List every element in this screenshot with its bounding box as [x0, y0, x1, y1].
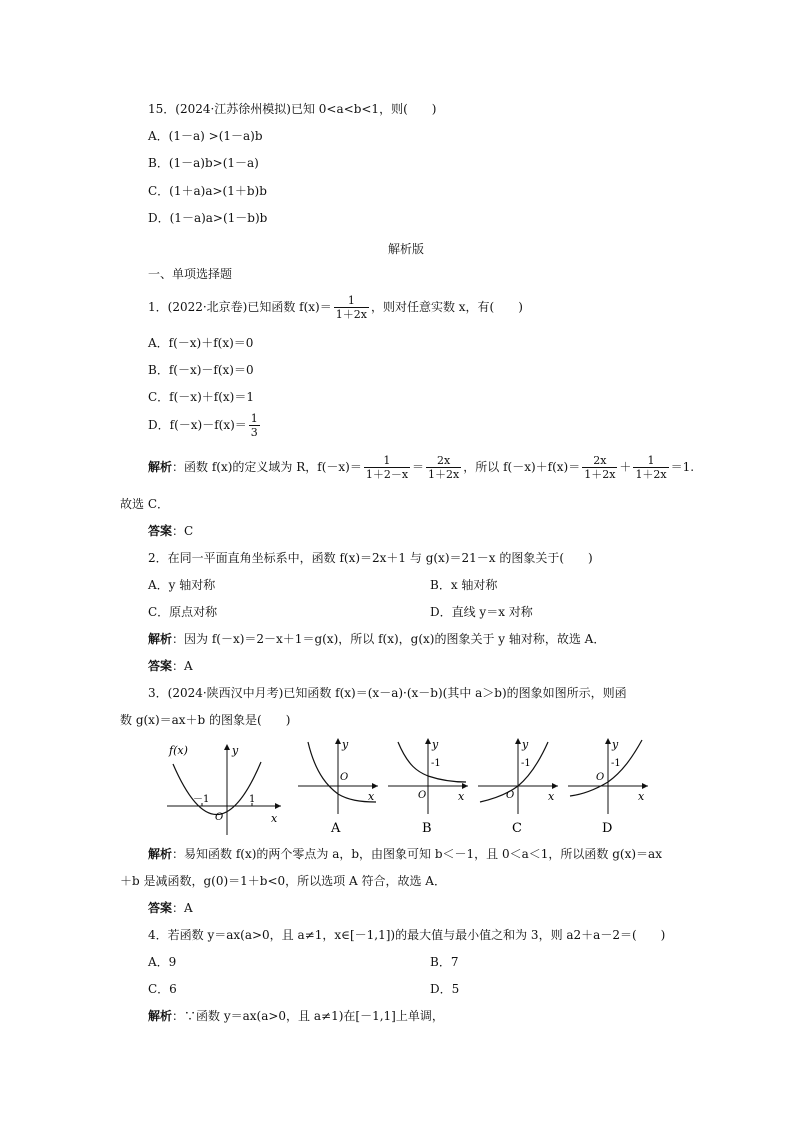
q3-solution-label: 解析: [148, 847, 173, 861]
a-choice-label: A: [331, 821, 341, 836]
q1-sol-f2-den: 1＋2x: [428, 468, 460, 481]
fx-y-label: y: [232, 744, 239, 757]
q1-stem-suffix: ，则对任意实数 x，有( ): [370, 300, 523, 314]
q1-solution-b: ，所以 f(－x)＋f(x)＝: [463, 460, 581, 474]
q1-sol-f3-num: 2x: [582, 454, 617, 468]
q1-option-c: C．f(－x)＋f(x)＝1: [148, 390, 254, 404]
q1-sol-frac-4: [633, 454, 668, 481]
q1-answer: [148, 523, 193, 539]
q3-solution-line2: ＋b 是减函数，g(0)＝1＋b<0，所以选项 A 符合，故选 A．: [120, 874, 446, 888]
q4-solution: [148, 1008, 444, 1024]
q2-solution-label: 解析: [148, 632, 173, 646]
c-m1-label: -1: [521, 758, 531, 769]
d-y-label: y: [612, 738, 619, 751]
c-origin-label: O: [506, 790, 515, 801]
b-choice-label: B: [422, 821, 432, 836]
q1-answer-label: 答案: [148, 524, 173, 538]
section-title: 解析版: [388, 242, 425, 256]
q1-frac-den: 1＋2x: [335, 308, 367, 321]
q4-option-d: D．5: [430, 982, 460, 996]
q1-solution-label: 解析: [148, 460, 173, 474]
a-origin-label: O: [340, 772, 349, 783]
q3-stem-line1: 3．(2024·陕西汉中月考)已知函数 f(x)＝(x－a)·(x－b)(其中 a＞b)的图象如图所示，则函: [148, 686, 627, 700]
q1-answer-value: ：C: [172, 524, 194, 538]
q1-option-a: A．f(－x)＋f(x)＝0: [148, 336, 254, 350]
a-y-label: y: [342, 738, 349, 751]
b-m1-label: -1: [431, 758, 441, 769]
q1-solution-end: ＝1.: [670, 460, 695, 474]
q15-option-c: C．(1＋a)a>(1＋b)b: [148, 184, 267, 198]
q15-option-a: A．(1－a) >(1－a)b: [148, 129, 263, 143]
c-choice-label: C: [512, 821, 522, 836]
d-x-arrow-icon: [642, 783, 648, 789]
q4-option-b: B．7: [430, 955, 459, 969]
b-y-arrow-icon: [425, 738, 431, 744]
q2-stem: 2．在同一平面直角坐标系中，函数 f(x)＝2x＋1 与 g(x)＝21－x 的图象关于( ): [148, 551, 593, 565]
fx-x-arrow-icon: [275, 803, 281, 809]
fx-pos1-label: 1: [249, 794, 256, 805]
q1-sol-frac-2: [426, 454, 461, 481]
q3-stem-line2: 数 g(x)＝ax＋b 的图象是( ): [120, 713, 291, 727]
q1-option-d: [148, 410, 262, 440]
q2-option-c: C．原点对称: [148, 605, 218, 619]
b-origin-label: O: [418, 790, 427, 801]
q2-answer-value: ：A: [172, 659, 193, 673]
fx-origin-label: O: [215, 812, 224, 823]
q15-stem: 15．(2024·江苏徐州模拟)已知 0<a<b<1，则( ): [148, 102, 437, 116]
q3-solution-line1: [148, 846, 662, 862]
d-curve: [570, 740, 642, 796]
q1-solution: [148, 452, 694, 482]
q1-sol-f4-den: 1＋2x: [635, 468, 667, 481]
q4-solution-label: 解析: [148, 1009, 173, 1023]
q3-answer-label: 答案: [148, 901, 173, 915]
q1-sol-f2-num: 2x: [426, 454, 461, 468]
q1-sol-frac-3: [582, 454, 617, 481]
q1-sol-f1-num: 1: [364, 454, 410, 468]
q4-option-a: A．9: [148, 955, 177, 969]
a-x-label: x: [368, 790, 375, 803]
q4-stem: 4．若函数 y＝ax(a>0，且 a≠1，x∈[－1,1])的最大值与最小值之和为 3，则 a2＋a－2＝( ): [148, 928, 666, 942]
c-y-label: y: [522, 738, 529, 751]
q3-answer-value: ：A: [172, 901, 193, 915]
q2-option-b: B．x 轴对称: [430, 578, 498, 592]
q1-stem: [148, 292, 523, 322]
q1-stem-prefix: 1．(2022·北京卷)已知函数 f(x)＝: [148, 300, 332, 314]
d-choice-label: D: [602, 821, 613, 836]
q15-option-d: D．(1－a)a>(1－b)b: [148, 211, 268, 225]
c-y-arrow-icon: [515, 738, 521, 744]
a-y-arrow-icon: [335, 738, 341, 744]
q4-solution-text: ：∵函数 y＝ax(a>0，且 a≠1)在[－1,1]上单调，: [172, 1009, 444, 1023]
q2-solution-text: ：因为 f(－x)＝2－x＋1＝g(x)，所以 f(x)，g(x)的图象关于 y 轴对称，故选 A．: [172, 632, 606, 646]
fx-x-label: x: [271, 812, 278, 825]
a-x-arrow-icon: [372, 783, 378, 789]
fx-y-arrow-icon: [224, 744, 230, 750]
d-x-label: x: [638, 790, 645, 803]
q1-option-d-fraction: [249, 412, 260, 439]
fx-label: f(x): [169, 744, 188, 757]
q3-choice-d-graph: [566, 736, 652, 836]
q15-option-b: B．(1－a)b>(1－a): [148, 156, 259, 170]
q2-solution: [148, 631, 605, 647]
q1-sol-frac-1: [364, 454, 410, 481]
q3-choice-c-graph: [476, 736, 562, 836]
c-x-arrow-icon: [552, 783, 558, 789]
q2-answer: [148, 658, 193, 674]
q1-solution-plus: ＋: [619, 460, 632, 474]
q1-stem-fraction: [334, 294, 369, 321]
q3-choice-b-graph: [386, 736, 472, 836]
q1-sol-f4-num: 1: [633, 454, 668, 468]
fx-neg1-label: －1: [193, 794, 210, 805]
b-y-label: y: [432, 738, 439, 751]
d-m1-label: -1: [611, 758, 621, 769]
q3-choice-a-graph: [296, 736, 382, 836]
b-x-arrow-icon: [462, 783, 468, 789]
q1-solution-eq: ＝: [412, 460, 425, 474]
q2-option-a: A．y 轴对称: [148, 578, 216, 592]
q2-option-d: D．直线 y＝x 对称: [430, 605, 533, 619]
q1-solution-line2: 故选 C．: [120, 497, 169, 511]
q3-fx-graph: [165, 740, 285, 836]
q1-sol-f1-den: 1＋2－x: [365, 468, 409, 481]
q3-answer: [148, 900, 193, 916]
part-heading: 一、单项选择题: [148, 267, 233, 281]
q1-option-b: B．f(－x)－f(x)＝0: [148, 363, 254, 377]
b-x-label: x: [458, 790, 465, 803]
q1-frac-num: 1: [334, 294, 369, 308]
c-x-label: x: [548, 790, 555, 803]
d-origin-label: O: [596, 772, 605, 783]
q1-d-num: 1: [250, 412, 258, 425]
d-y-arrow-icon: [605, 738, 611, 744]
q1-d-den: 3: [250, 426, 258, 439]
q1-sol-f3-den: 1＋2x: [584, 468, 616, 481]
fx-parabola: [173, 762, 261, 815]
q3-solution-text1: ：易知函数 f(x)的两个零点为 a，b，由图象可知 b＜－1，且 0＜a＜1，所以函数 g(x)＝ax: [172, 847, 662, 861]
q1-option-d-prefix: D．f(－x)－f(x)＝: [148, 418, 247, 432]
q1-solution-a: ：函数 f(x)的定义域为 R，f(－x)＝: [172, 460, 362, 474]
q2-answer-label: 答案: [148, 659, 173, 673]
q4-option-c: C．6: [148, 982, 177, 996]
